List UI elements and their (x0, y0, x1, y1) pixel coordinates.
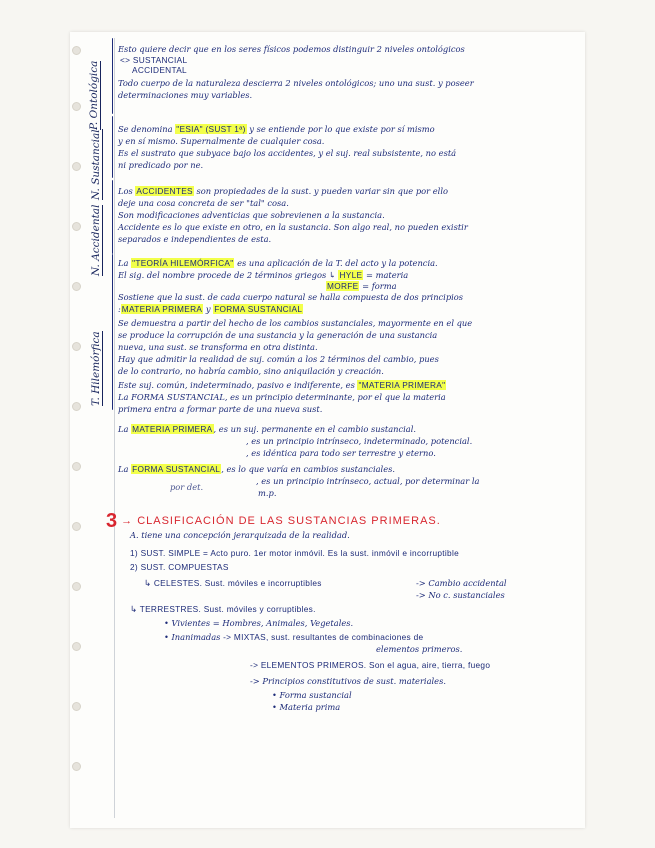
text-line: primera entra a formar parte de una nueva sust. (118, 404, 323, 414)
text-line: Hay que admitir la realidad de suj. común a los 2 términos del cambio, pues (118, 354, 439, 364)
text-line: • Vivientes = Hombres, Animales, Vegetales. (164, 618, 354, 628)
hole (72, 222, 81, 231)
text-line: , es un principio intrínseco, actual, por determinar la (256, 476, 480, 486)
text-line: -> ELEMENTOS PRIMEROS. Son el agua, aire, tierra, fuego (250, 660, 491, 670)
text-line: • Forma sustancial (272, 690, 352, 700)
text-line: La "TEORÍA HILEMÓRFICA" es una aplicación de la T. del acto y la potencia. (118, 258, 438, 268)
text-line: Se denomina "ESIA" (SUST 1ª) y se entiende por lo que existe por sí mismo (118, 124, 435, 134)
side-label-t-hilemorfica: T. Hilemórfica (90, 331, 102, 406)
side-label-n-accidental: N. Accidental (90, 204, 102, 276)
text-line: elementos primeros. (376, 644, 463, 654)
text-line: MORFE = forma (327, 281, 397, 291)
text-line: se produce la corrupción de una sustancia y la generación de una sustancia (118, 330, 438, 340)
text-line: ↳ CELESTES. Sust. móviles e incorruptibles (144, 578, 322, 588)
text-line: Todo cuerpo de la naturaleza descierra 2 niveles ontológicos; uno una sust. y poseer (118, 78, 474, 88)
text-line: Son modificaciones adventicias que sobrevienen a la sustancia. (118, 210, 385, 220)
highlight: FORMA SUSTANCIAL (132, 464, 221, 474)
text-line: , es un principio intrínseco, indeterminado, potencial. (246, 436, 473, 446)
hole (72, 342, 81, 351)
text-line: m.p. (258, 488, 277, 498)
text-line: de lo contrario, no habría cambio, sino aniquilación y creación. (118, 366, 384, 376)
brace (112, 38, 113, 114)
text-line: 2) SUST. COMPUESTAS (130, 562, 229, 572)
hole (72, 46, 81, 55)
highlight: "MATERIA PRIMERA" (358, 380, 446, 390)
text-line: determinaciones muy variables. (118, 90, 253, 100)
text-line: y en sí mismo. Supernalmente de cualquier cosa. (118, 136, 325, 146)
text-line: -> Principios constitutivos de sust. materiales. (250, 676, 446, 686)
text-line: Sostiene que la sust. de cada cuerpo natural se halla compuesta de dos principios (118, 292, 464, 302)
highlight: FORMA SUSTANCIAL (214, 304, 303, 314)
hole (72, 642, 81, 651)
brace (112, 116, 113, 178)
highlight: MORFE (327, 281, 359, 291)
text-line: ni predicado por ne. (118, 160, 204, 170)
highlight: "TEORÍA HILEMÓRFICA" (132, 258, 234, 268)
text-line: deje una cosa concreta de ser "tal" cosa. (118, 198, 289, 208)
margin-line (114, 38, 115, 818)
text-line: La FORMA SUSTANCIAL, es un principio determinante, por el que la materia (118, 392, 446, 402)
text-line: <> SUSTANCIAL (120, 55, 188, 65)
section-heading: 3 → CLASIFICACIÓN DE LAS SUSTANCIAS PRIMERAS. (106, 510, 441, 532)
text-line: ACCIDENTAL (132, 65, 187, 75)
text-line: La MATERIA PRIMERA, es un suj. permanente en el cambio sustancial. (118, 424, 417, 434)
side-label-n-sustancial: N. Sustancial (90, 129, 102, 200)
hole (72, 462, 81, 471)
page-holes (72, 32, 82, 828)
brace (112, 254, 113, 410)
text-line: Esto quiere decir que en los seres físicos podemos distinguir 2 niveles ontológicos (118, 44, 465, 54)
text-line: -> Cambio accidental (416, 578, 507, 588)
text-line: El sig. del nombre procede de 2 términos griegos ↳ HYLE = materia (118, 270, 409, 280)
text-line: Accidente es lo que existe en otro, en la sustancia. Son algo real, no pueden existir (118, 222, 468, 232)
text-line: separados e independientes de esta. (118, 234, 272, 244)
text-line: Se demuestra a partir del hecho de los cambios sustanciales, mayormente en el que (118, 318, 473, 328)
highlight: MATERIA PRIMERA (121, 304, 203, 314)
notebook-page (70, 32, 585, 828)
hole (72, 582, 81, 591)
text-line: Es el sustrato que subyace bajo los accidentes, y el suj. real subsistente, no está (118, 148, 457, 158)
text-line: A. tiene una concepción jerarquizada de la realidad. (130, 530, 350, 540)
text-line: • Inanimadas -> MIXTAS, sust. resultantes de combinaciones de (164, 632, 424, 642)
text-line: La FORMA SUSTANCIAL, es lo que varía en cambios sustanciales. (118, 464, 396, 474)
text-line: :MATERIA PRIMERA y FORMA SUSTANCIAL (118, 304, 303, 314)
highlight: "ESIA" (SUST 1ª) (176, 124, 246, 134)
hole (72, 402, 81, 411)
text-line: ↳ TERRESTRES. Sust. móviles y corruptibles. (130, 604, 316, 614)
text-line: nueva, una sust. se transforma en otra distinta. (118, 342, 318, 352)
text-line: • Materia prima (272, 702, 341, 712)
hole (72, 762, 81, 771)
highlight: HYLE (339, 270, 363, 280)
hole (72, 522, 81, 531)
hole (72, 102, 81, 111)
text-line: Este suj. común, indeterminado, pasivo e indiferente, es "MATERIA PRIMERA" (118, 380, 446, 390)
brace (112, 180, 113, 254)
text-line: 1) SUST. SIMPLE = Acto puro. 1er motor inmóvil. Es la sust. inmóvil e incorruptible (130, 548, 460, 558)
hole (72, 162, 81, 171)
hole (72, 702, 81, 711)
text-line: , es idéntica para todo ser terrestre y eterno. (246, 448, 436, 458)
margin-note: por det. (170, 482, 204, 492)
text-line: -> No c. sustanciales (416, 590, 505, 600)
highlight: ACCIDENTES (136, 186, 193, 196)
highlight: MATERIA PRIMERA (132, 424, 213, 434)
side-label-p-ontologica: P. Ontológica (88, 60, 100, 130)
hole (72, 282, 81, 291)
text-line: Los ACCIDENTES son propiedades de la sust. y pueden variar sin que por ello (118, 186, 448, 196)
